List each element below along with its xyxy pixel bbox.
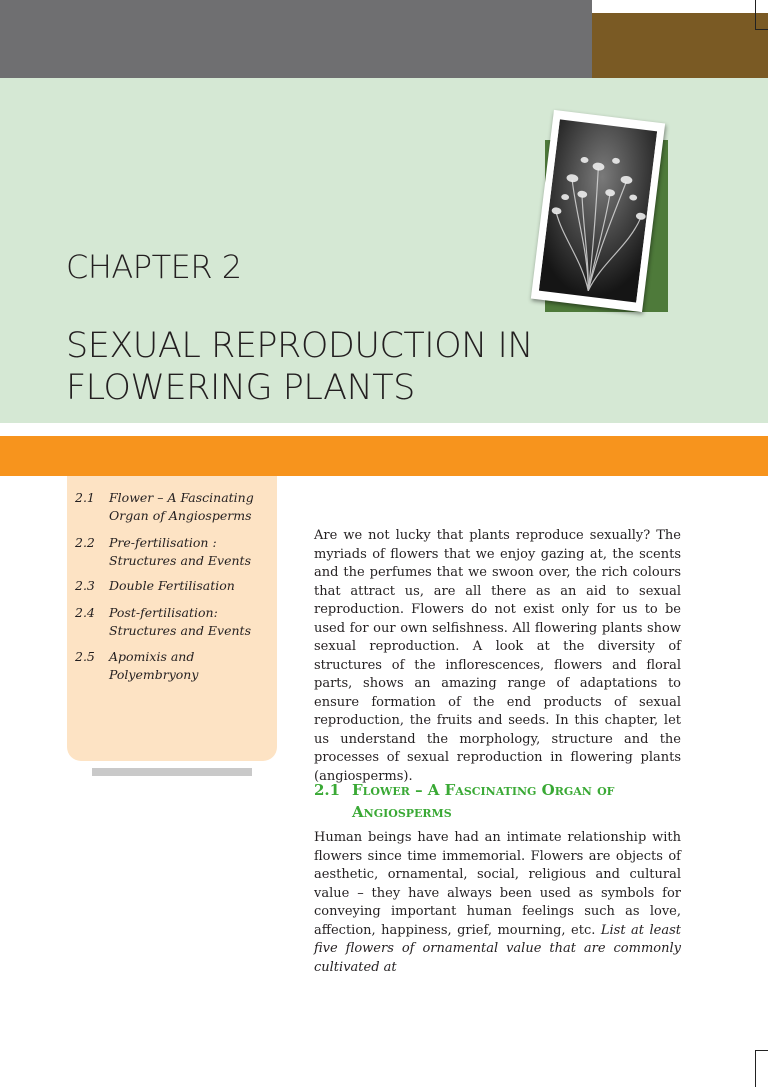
toc-item-number: 2.4 xyxy=(75,605,95,620)
toc-item-number: 2.3 xyxy=(75,578,95,593)
orange-band xyxy=(0,436,768,476)
chapter-label: CHAPTER 2 xyxy=(66,248,242,286)
section-body-text: Human beings have had an intimate relationship with flowers since time immemorial. Flowers are objects of aesthetic, ornamental, social, religious and cultural value – they have always been used as symbols for conveying important human feelings such as love, affection, happiness, grief, mourning, etc. xyxy=(314,830,681,938)
chapter-title: SEXUAL REPRODUCTION IN FLOWERING PLANTS xyxy=(66,326,533,408)
toc-item-label: Apomixis and Polyembryony xyxy=(109,649,199,682)
chapter-photo xyxy=(531,110,665,312)
section-title: Flower – A Fascinating Organ of Angiosperms xyxy=(352,781,615,821)
crop-mark-top-right xyxy=(755,0,768,30)
top-grey-bar xyxy=(0,0,592,78)
crop-mark-bottom-right xyxy=(755,1050,768,1087)
toc-item-label: Flower – A Fascinating Organ of Angiosperms xyxy=(109,490,254,523)
toc-item-label: Double Fertilisation xyxy=(109,578,235,593)
toc-item-number: 2.5 xyxy=(75,649,95,664)
flower-micrograph-image xyxy=(539,118,658,305)
section-body-italic: List at least five flowers of ornamental value that are commonly cultivated at xyxy=(314,922,681,975)
section-body xyxy=(314,829,681,977)
toc-box-shadow xyxy=(92,768,252,776)
intro-paragraph: Are we not lucky that plants reproduce sexually? The myriads of flowers that we enjoy gazing at, the scents and the perfumes that we swoon over, the rich colours that attract us, are all there as an aid to sexual reproduction. Flowers do not exist only for us to be used for our own selfishness. All flowering plants show sexual reproduction. A look at the diversity of structures of the inflorescences, flowers and floral parts, shows an amazing range of adaptations to ensure formation of the end products of sexual reproduction, the fruits and seeds. In this chapter, let us understand the morphology, structure and the processes of sexual reproduction in flowering plants (angiosperms). xyxy=(314,528,681,784)
toc-item-number: 2.2 xyxy=(75,535,95,550)
toc-item-label: Pre-fertilisation : Structures and Events xyxy=(109,535,251,568)
section-number: 2.1 xyxy=(314,781,341,799)
top-brown-block xyxy=(592,13,768,78)
toc-item-number: 2.1 xyxy=(75,490,95,505)
toc-item-label: Post-fertilisation: Structures and Events xyxy=(109,605,251,638)
